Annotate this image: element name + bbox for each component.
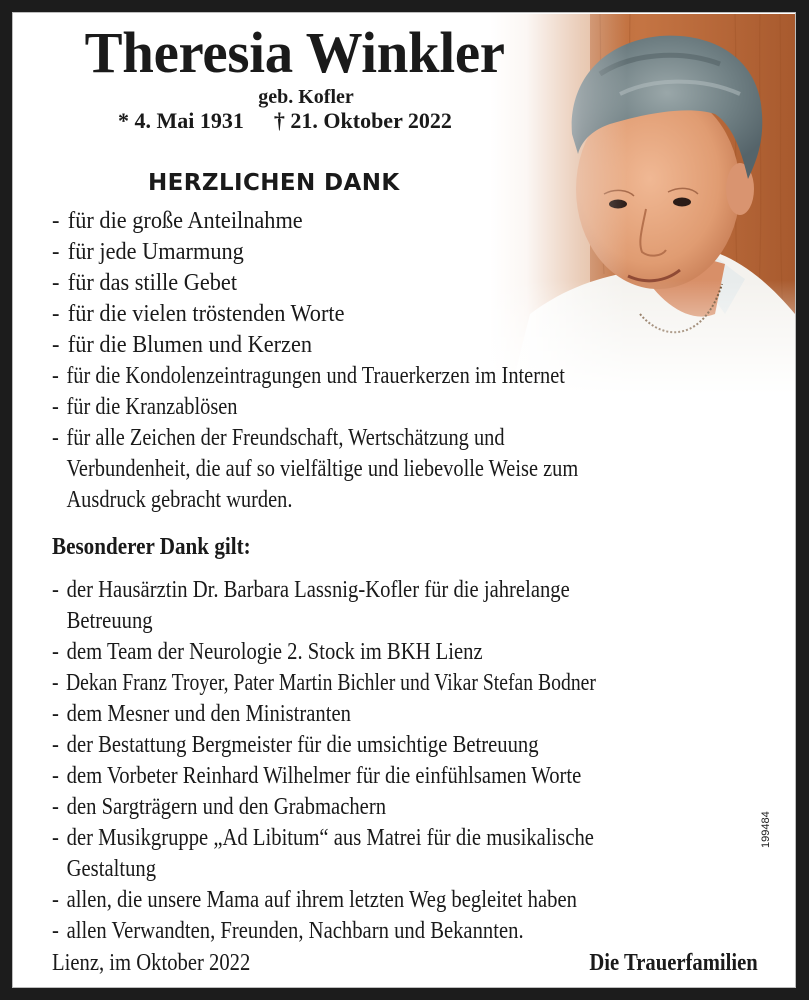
list-item: - der Hausärztin Dr. Barbara Lassnig-Kofler für die jahrelange <box>52 575 622 606</box>
list-item: - für jede Umarmung <box>52 237 628 268</box>
list-item: - für die vielen tröstenden Worte <box>52 299 628 330</box>
list-item: - dem Vorbeter Reinhard Wilhelmer für die einfühlsamen Worte <box>52 761 622 792</box>
list-item: - für die Kondolenzeintragungen und Trauerkerzen im Internet <box>52 361 578 392</box>
list-item: - dem Team der Neurologie 2. Stock im BKH Lienz <box>52 637 622 668</box>
thanks-heading: HERZLICHEN DANK <box>148 170 400 196</box>
ad-id-number: 199484 <box>760 811 772 848</box>
dash-bullet: - <box>52 270 60 296</box>
list-item: - allen, die unsere Mama auf ihrem letzten Weg begleitet haben <box>52 885 622 916</box>
life-dates <box>118 108 452 134</box>
dash-bullet: - <box>52 363 59 389</box>
list-item-continuation: Verbundenheit, die auf so vielfältige und liebevolle Weise zum <box>66 456 579 482</box>
list-item: - für die große Anteilnahme <box>52 206 628 237</box>
list-item: - dem Mesner und den Ministranten <box>52 699 622 730</box>
list-item-continuation: Gestaltung <box>66 856 157 882</box>
list-item: - für alle Zeichen der Freundschaft, Wertschätzung und <box>52 423 578 454</box>
dash-bullet: - <box>52 918 59 944</box>
dash-bullet: - <box>52 887 59 913</box>
dash-bullet: - <box>52 825 59 851</box>
death-date: † 21. Oktober 2022 <box>273 108 452 133</box>
signature: Die Trauerfamilien <box>589 950 758 976</box>
special-thanks-list <box>52 575 715 947</box>
list-item: - der Musikgruppe „Ad Libitum“ aus Matrei für die musikalische <box>52 823 622 854</box>
maiden-name: geb. Kofler <box>258 86 354 108</box>
dash-bullet: - <box>52 639 59 665</box>
list-item-continuation: Betreuung <box>66 608 153 634</box>
dash-bullet: - <box>52 332 60 358</box>
dash-bullet: - <box>52 577 59 603</box>
dash-bullet: - <box>52 670 59 696</box>
dash-bullet: - <box>52 701 59 727</box>
list-item: - den Sargträgern und den Grabmachern <box>52 792 622 823</box>
birth-date: * 4. Mai 1931 <box>118 108 244 133</box>
dash-bullet: - <box>52 425 59 451</box>
place-and-date: Lienz, im Oktober 2022 <box>52 950 251 976</box>
dash-bullet: - <box>52 239 60 265</box>
obituary-card <box>12 12 796 988</box>
list-item: - für das stille Gebet <box>52 268 628 299</box>
dash-bullet: - <box>52 394 59 420</box>
dash-bullet: - <box>52 301 60 327</box>
deceased-name: Theresia Winkler <box>84 20 505 85</box>
list-item: - allen Verwandten, Freunden, Nachbarn und Bekannten. <box>52 916 622 947</box>
list-item: - der Bestattung Bergmeister für die umsichtige Betreuung <box>52 730 622 761</box>
dash-bullet: - <box>52 763 59 789</box>
list-item: - für die Kranzablösen <box>52 392 578 423</box>
dash-bullet: - <box>52 732 59 758</box>
thanks-list <box>52 206 671 516</box>
dash-bullet: - <box>52 208 60 234</box>
list-item-continuation: Ausdruck gebracht wurden. <box>66 487 293 513</box>
dash-bullet: - <box>52 794 59 820</box>
list-item: - für die Blumen und Kerzen <box>52 330 628 361</box>
special-thanks-heading: Besonderer Dank gilt: <box>52 534 251 560</box>
list-item: - Dekan Franz Troyer, Pater Martin Bichler und Vikar Stefan Bodner <box>52 668 596 699</box>
